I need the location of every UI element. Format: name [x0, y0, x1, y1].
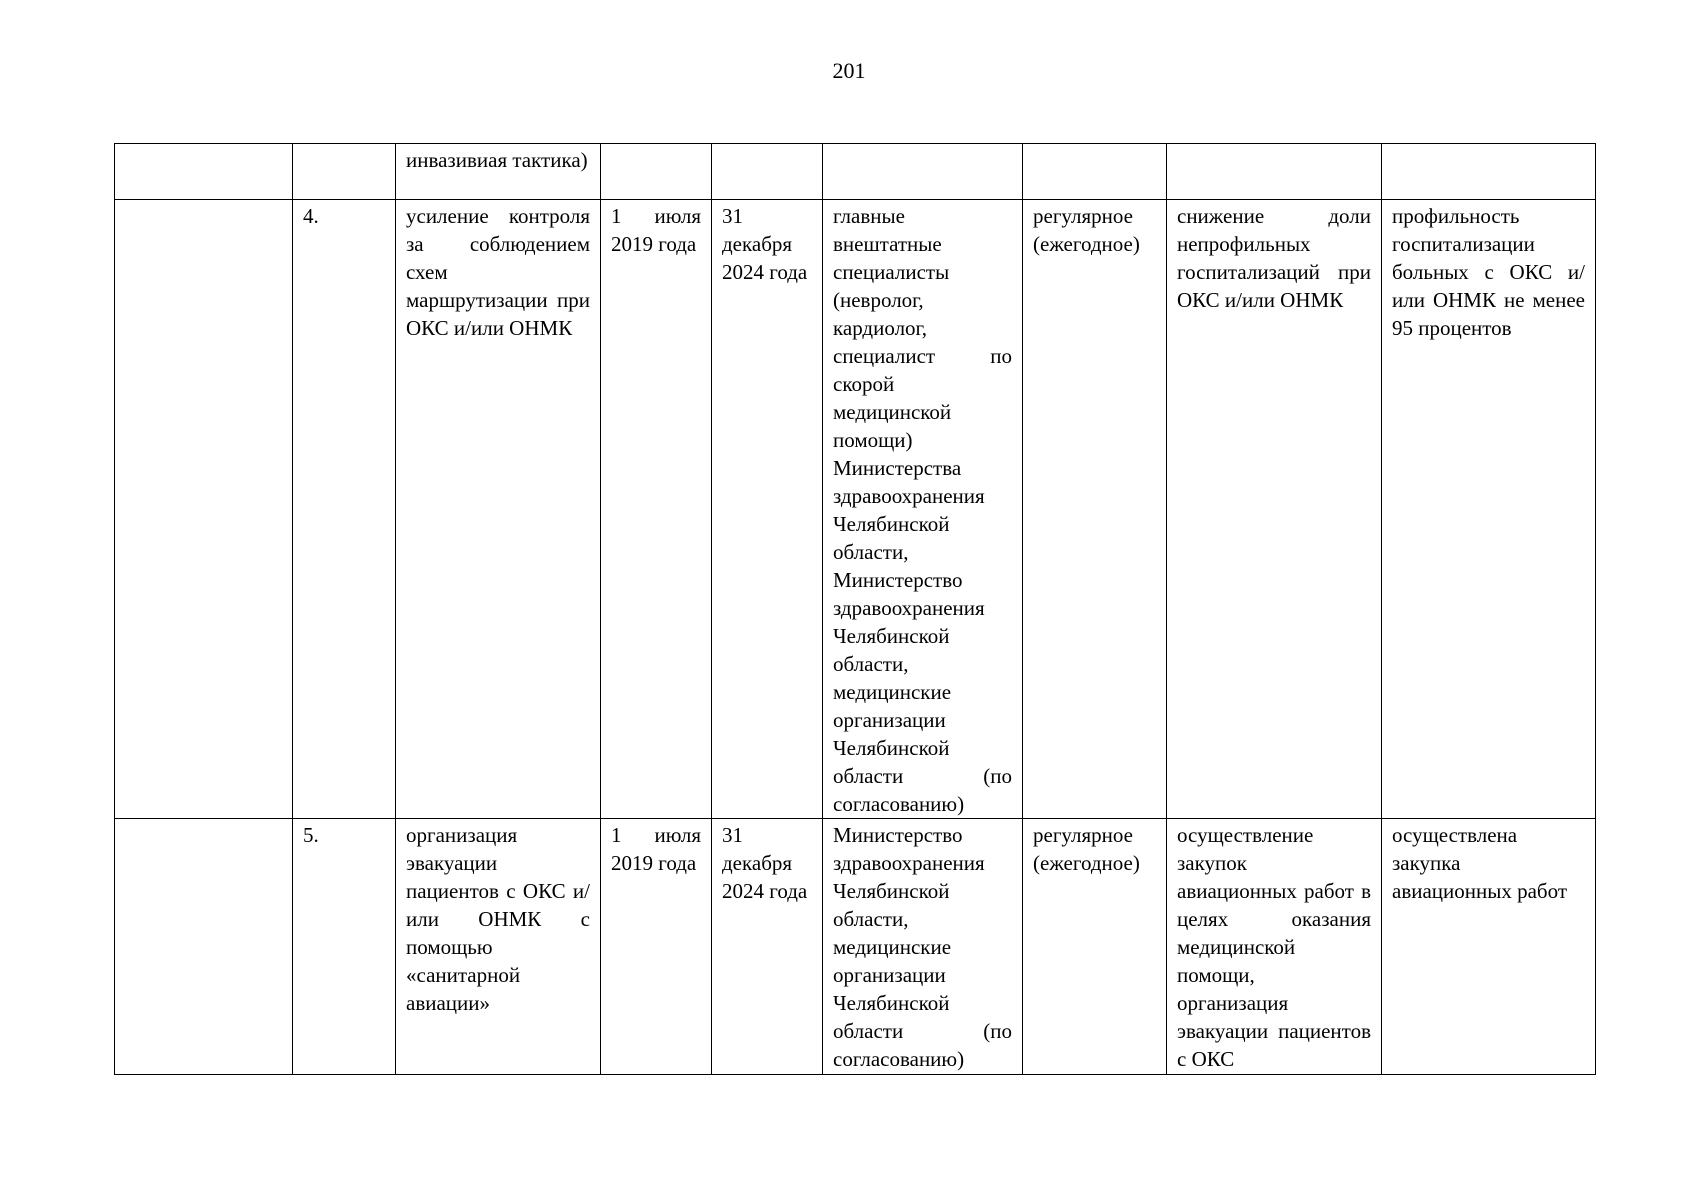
result-cell — [1167, 144, 1382, 200]
responsible-cell — [823, 144, 1023, 200]
indicator-cell: осуществлена закупка авиационных работ — [1382, 819, 1596, 1075]
responsible-cell: главные внештатные специалисты (невролог, кардиолог, специалист по скорой медицинской помощи) Министерства здравоохранения Челябинской области, Министерство здравоохранения Челябинской области, медицинские организации Челябинской области (по согласованию) — [823, 200, 1023, 819]
start-date-cell: 1 июля 2019 года — [601, 200, 712, 819]
start-date-cell — [601, 144, 712, 200]
character-cell — [1023, 144, 1167, 200]
result-cell: осуществление закупок авиационных работ в целях оказания медицинской помощи, организация эвакуации пациентов с ОКС — [1167, 819, 1382, 1075]
table-row — [115, 144, 1596, 200]
measures-table — [114, 143, 1596, 1075]
end-date-cell — [712, 144, 823, 200]
table-row — [115, 819, 1596, 1075]
character-cell: регулярное (ежегодное) — [1023, 819, 1167, 1075]
end-date-cell: 31 декабря 2024 года — [712, 200, 823, 819]
blank-cell — [115, 200, 293, 819]
result-cell: снижение доли непрофильных госпитализаций при ОКС и/или ОНМК — [1167, 200, 1382, 819]
blank-cell — [115, 819, 293, 1075]
row-number: 5. — [293, 819, 396, 1075]
indicator-cell: профильность госпитализации больных с ОКС и/или ОНМК не менее 95 процентов — [1382, 200, 1596, 819]
event-cell: инвазивиая тактика) — [396, 144, 601, 200]
table-row — [115, 200, 1596, 819]
event-cell: усиление контроля за соблюдением схем маршрутизации при ОКС и/или ОНМК — [396, 200, 601, 819]
indicator-cell — [1382, 144, 1596, 200]
row-number: 4. — [293, 200, 396, 819]
event-cell: организация эвакуации пациентов с ОКС и/или ОНМК с помощью «санитарной авиации» — [396, 819, 601, 1075]
end-date-cell: 31 декабря 2024 года — [712, 819, 823, 1075]
start-date-cell: 1 июля 2019 года — [601, 819, 712, 1075]
blank-cell — [115, 144, 293, 200]
character-cell: регулярное (ежегодное) — [1023, 200, 1167, 819]
responsible-cell: Министерство здравоохранения Челябинской области, медицинские организации Челябинской области (по согласованию) — [823, 819, 1023, 1075]
page-number: 201 — [832, 58, 866, 83]
row-number — [293, 144, 396, 200]
